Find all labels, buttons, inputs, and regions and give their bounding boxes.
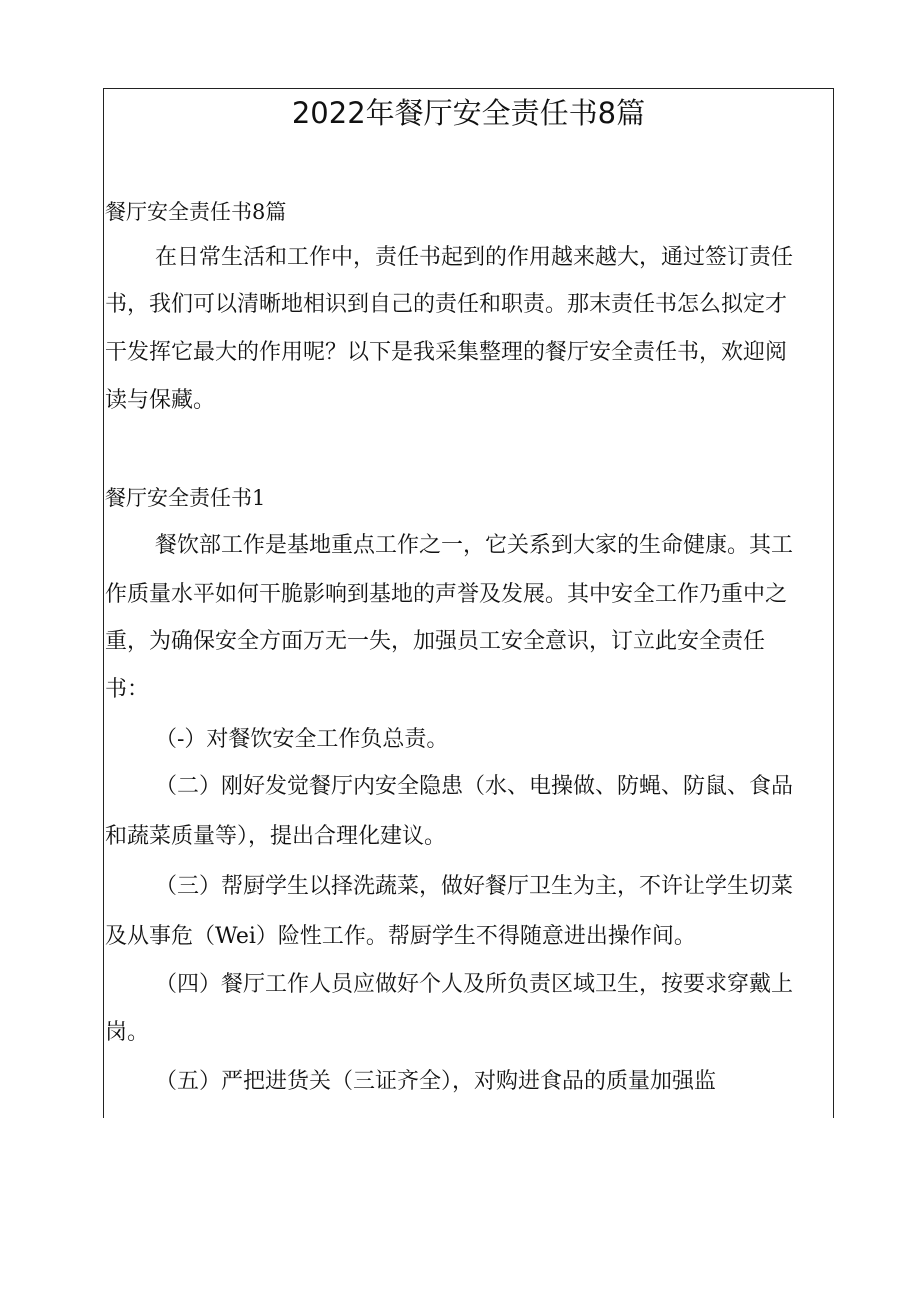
intro-line-3: 干发挥它最大的作用呢？以下是我采集整理的餐厅安全责任书，欢迎阅 xyxy=(105,340,788,365)
item-3-line-1: （三）帮厨学生以择洗蔬菜，做好餐厅卫生为主，不许让学生切菜 xyxy=(155,874,794,899)
section-line-4: 书： xyxy=(105,677,150,702)
section-line-2: 作质量水平如何干脆影响到基地的声誉及发展。其中安全工作乃重中之 xyxy=(105,582,788,607)
item-4-line-2: 岗。 xyxy=(105,1020,150,1045)
item-4-line-1: （四）餐厅工作人员应做好个人及所负责区域卫生，按要求穿戴上 xyxy=(155,972,794,997)
intro-line-4: 读与保藏。 xyxy=(105,388,216,413)
item-5-line-1: （五）严把进货关（三证齐全），对购进食品的质量加强监 xyxy=(155,1069,717,1094)
intro-line-1: 在日常生活和工作中，责任书起到的作用越来越大，通过签订责任 xyxy=(155,245,794,270)
section-line-3: 重，为确保安全方面万无一失，加强员工安全意识，订立此安全责任 xyxy=(105,629,766,654)
item-1-line-1: （-）对餐饮安全工作负总责。 xyxy=(155,727,449,752)
document-title: 2022年餐厅安全责任书8篇 xyxy=(291,96,646,130)
intro-line-2: 书，我们可以清晰地相识到自己的责任和职责。那末责任书怎么拟定才 xyxy=(105,292,788,317)
item-2-line-1: （二）刚好发觉餐厅内安全隐患（水、电操做、防蝇、防鼠、食品 xyxy=(155,774,794,799)
section-line-1: 餐饮部工作是基地重点工作之一，它关系到大家的生命健康。其工 xyxy=(155,533,794,558)
subtitle: 餐厅安全责任书8篇 xyxy=(105,200,287,224)
section-heading: 餐厅安全责任书1 xyxy=(105,486,266,510)
item-2-line-2: 和蔬菜质量等），提出合理化建议。 xyxy=(105,824,447,849)
item-3-line-2: 及从事危（Wei）险性工作。帮厨学生不得随意进出操作间。 xyxy=(105,924,696,949)
